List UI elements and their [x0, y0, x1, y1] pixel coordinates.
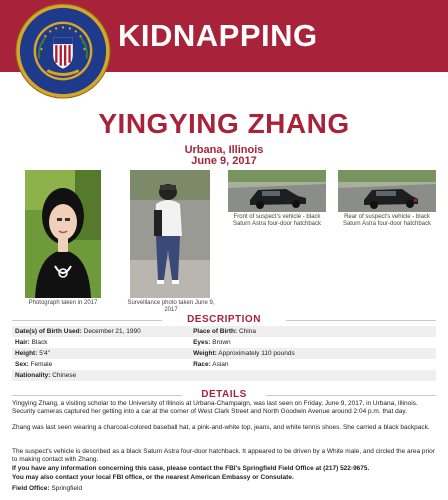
fact-value: Black [31, 339, 48, 346]
details-paragraph: The suspect's vehicle is described as a black Saturn Astra four-door hatchback. It appeared to be driven by a White male, and circled the area prior to making contact with Zhang. [12, 448, 435, 463]
fact-value: Female [30, 361, 53, 368]
fact-value: Asian [212, 361, 229, 368]
details-paragraph: Yingying Zhang, a visiting scholar to the University of Illinois at Urbana-Champaign, was last seen on Friday, June 9, 2017, in Urbana, Illinois. Security cameras captured her getting into a car at the corner of West Clark Street and North Goodwin Avenue around 2:04 p.m. that day. [12, 400, 418, 415]
vehicle-rear-photo [338, 170, 436, 212]
photo-caption: Front of suspect's vehicle - black Saturn Astra four-door hatchback [232, 214, 322, 227]
contact-paragraph: You may also contact your local FBI office, or the nearest American Embassy or Consulate. [12, 474, 294, 481]
fact-label: Eyes: [193, 339, 211, 346]
description-heading: DESCRIPTION [187, 314, 261, 325]
fbi-seal-icon [14, 2, 112, 100]
field-office-value: Springfield [51, 485, 83, 492]
banner-title: KIDNAPPING [118, 18, 318, 53]
fact-label: Sex: [15, 361, 29, 368]
fact-label: Date(s) of Birth Used: [15, 328, 82, 335]
details-paragraph: Zhang was last seen wearing a charcoal-colored baseball hat, a pink-and-white top, jeans, and white tennis shoes. She carried a black backpack. [12, 424, 430, 431]
subject-name: YINGYING ZHANG [98, 108, 350, 139]
table-row [12, 370, 436, 381]
table-row [12, 359, 436, 370]
photo-caption: Photograph taken in 2017 [28, 300, 98, 306]
field-office [12, 485, 436, 493]
vehicle-front-photo [228, 170, 326, 212]
fact-value: 5'4" [39, 350, 50, 357]
photo-caption: Rear of suspect's vehicle - black Saturn Astra four-door hatchback [342, 214, 432, 227]
fact-label: Hair: [15, 339, 30, 346]
field-office-label: Field Office: [12, 485, 50, 492]
details-heading: DETAILS [201, 389, 247, 400]
fact-label: Height: [15, 350, 38, 357]
table-row [12, 348, 436, 359]
photo-caption: Surveillance photo taken June 9, 2017 [127, 300, 215, 313]
fact-value: China [238, 328, 256, 335]
fact-label: Weight: [193, 350, 217, 357]
surveillance-photo [130, 170, 210, 298]
fact-value: Approximately 110 pounds [218, 350, 295, 357]
fact-value: Chinese [52, 372, 77, 379]
fact-value: December 21, 1990 [83, 328, 141, 335]
fact-label: Race: [193, 361, 211, 368]
fact-value: Brown [212, 339, 231, 346]
fact-label: Nationality: [15, 372, 51, 379]
description-table [12, 326, 436, 381]
fact-label: Place of Birth: [193, 328, 238, 335]
portrait-photo [25, 170, 101, 298]
last-seen-date: June 9, 2017 [191, 155, 257, 167]
last-seen-location: Urbana, Illinois [184, 144, 264, 156]
contact-paragraph: If you have any information concerning this case, please contact the FBI's Springfield Field Office at (217) 522-9675. [12, 465, 370, 472]
table-row [12, 326, 436, 337]
table-row [12, 337, 436, 348]
